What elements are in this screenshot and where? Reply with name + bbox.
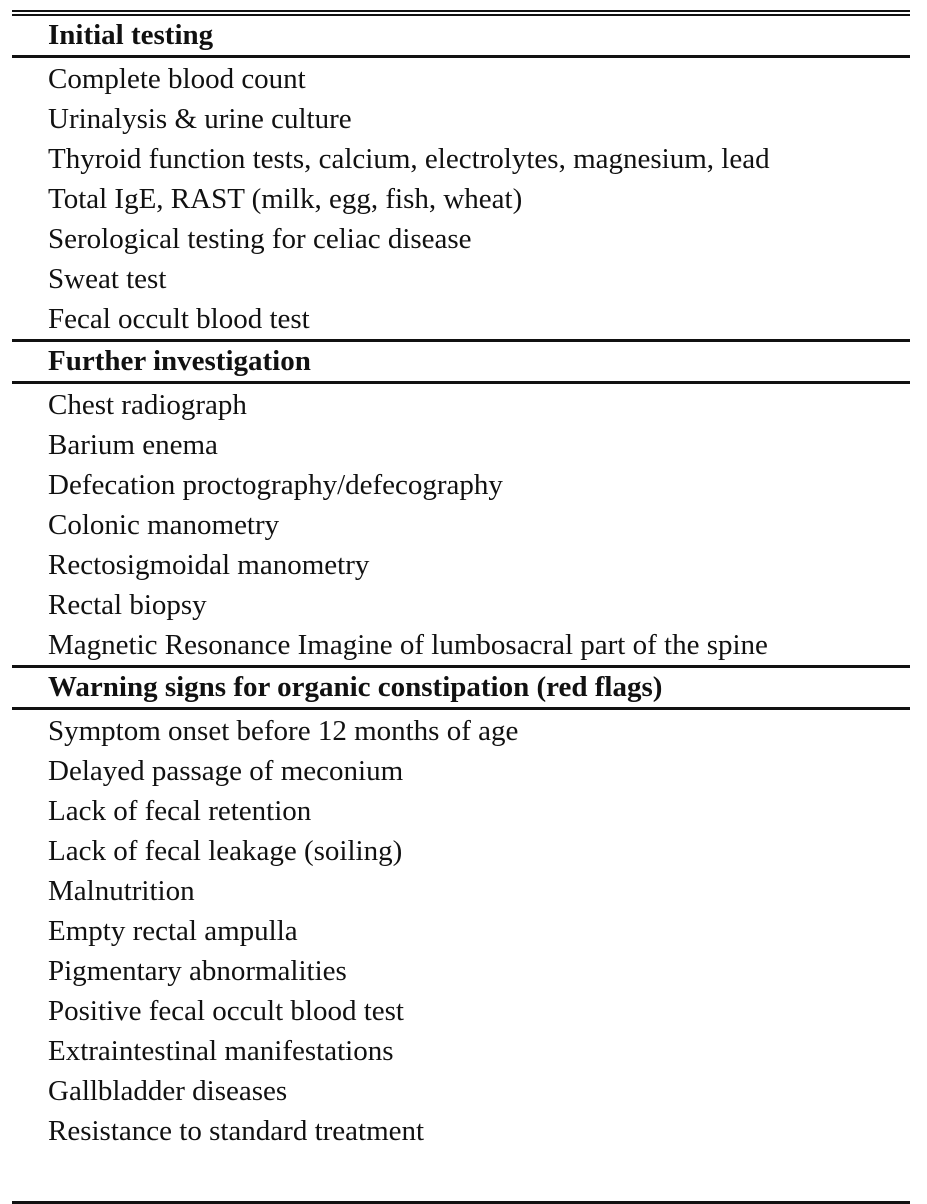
table-row: Malnutrition [48,875,195,907]
table-row: Defecation proctography/defecography [48,469,503,501]
table-row: Total IgE, RAST (milk, egg, fish, wheat) [48,183,523,215]
section-header-initial-testing: Initial testing [48,19,214,51]
table-row: Lack of fecal retention [48,795,312,827]
table-footer-space [12,1151,910,1201]
table-row: Urinalysis & urine culture [48,103,352,135]
table-row: Rectosigmoidal manometry [48,549,370,581]
table-row: Thyroid function tests, calcium, electrolytes, magnesium, lead [48,143,770,175]
section-rule [12,707,910,710]
table-row: Barium enema [48,429,218,461]
table-row: Resistance to standard treatment [48,1115,425,1147]
table-row: Positive fecal occult blood test [48,995,404,1027]
table-row: Complete blood count [48,63,306,95]
table-row: Sweat test [48,263,167,295]
section-header-warning-signs: Warning signs for organic constipation (red flags) [48,671,663,703]
table-row: Magnetic Resonance Imagine of lumbosacral part of the spine [48,629,768,661]
table-row: Lack of fecal leakage (soiling) [48,835,403,867]
table-row: Rectal biopsy [48,589,207,621]
table-row: Serological testing for celiac disease [48,223,472,255]
table-row: Empty rectal ampulla [48,915,298,947]
constipation-workup-table [12,10,910,1204]
table-row: Colonic manometry [48,509,280,541]
table-row: Gallbladder diseases [48,1075,288,1107]
table-row: Symptom onset before 12 months of age [48,715,519,747]
top-rule-upper [12,10,910,12]
table-row: Delayed passage of meconium [48,755,404,787]
section-header-further-investigation: Further investigation [48,345,311,377]
table-row: Fecal occult blood test [48,303,310,335]
table-row: Chest radiograph [48,389,247,421]
table-row: Pigmentary abnormalities [48,955,347,987]
section-rule [12,381,910,384]
table-row: Extraintestinal manifestations [48,1035,394,1067]
section-rule [12,55,910,58]
